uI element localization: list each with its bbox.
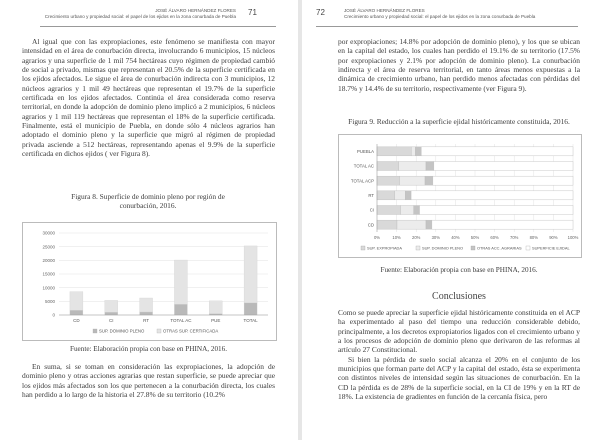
fig9-legend-label: OTRAS ACC. AGRARIAS <box>477 245 522 251</box>
fig9-legend-swatch <box>526 246 530 250</box>
fig9-legend-swatch <box>416 246 420 250</box>
fig9-bar-segment <box>432 220 573 229</box>
right-paragraph-1: por expropiaciones; 14.8% por adopción de dominio pleno), y los que se ubican en la capital del estado, los cuales han perdido el 19.1% de su territorio (17.5% por expropiaciones y 2.1% por adopción de dominio pleno). La conurbación indirecta y el área de reserva territorial, en tanto áreas menos expuestas a la dinámica de crecimiento urbano, han perdido menos afectadas con pérdidas del 18.7% y 14.4% de su territorio, respectivamente (ver Figura 9). <box>338 37 580 93</box>
fig9-bar-segment <box>433 176 573 185</box>
fig9-x-tick-label: 60% <box>490 235 499 240</box>
figure-8-source: Fuente: Elaboración propia con base en PHINA, 2016. <box>69 345 228 353</box>
fig9-bar-segment <box>377 206 401 215</box>
fig9-bar-segment <box>425 176 433 185</box>
figure-9-source: Fuente: Elaboración propia con base en PHINA, 2016. <box>380 266 538 274</box>
figure-8-svg <box>23 223 276 340</box>
fig8-legend-label: SUP. DOMINIO PLENO <box>99 328 145 334</box>
fig9-bar-segment <box>426 162 434 171</box>
figure-8-caption: Figura 8. Superficie de dominio pleno por región de conurbación, 2016. <box>71 192 225 211</box>
fig8-bar <box>244 246 257 303</box>
fig8-legend-label: OTRAS SUP. CERTIFICADA <box>163 328 219 334</box>
fig9-x-tick-label: 20% <box>412 235 421 240</box>
left-running-header <box>45 8 236 20</box>
fig9-bar-segment <box>411 147 415 156</box>
right-header-author: JOSÉ ÁLVARO HERNÁNDEZ FLORES <box>344 8 425 13</box>
fig9-bar-segment <box>377 220 397 229</box>
right-body-bottom <box>338 308 580 401</box>
fig9-y-tick-label: CD <box>367 222 374 228</box>
fig8-legend-swatch <box>157 329 161 333</box>
fig9-y-tick-label: RT <box>368 192 374 198</box>
fig9-x-tick-label: 100% <box>567 235 579 240</box>
left-paragraph-2: En suma, si se toman en consideración las expropiaciones, la adopción de dominio pleno y otras acciones agrarias que restan superficie, se puede apreciar que los ejidos más afectados son los que pertenecen a la conurbación directa, los cuales han perdido a lo largo de la historia el 27.8% de su territorio (10.2% <box>22 362 275 400</box>
left-body-top <box>22 37 275 158</box>
fig9-bar-segment <box>395 191 406 200</box>
fig9-bar-segment <box>414 206 420 215</box>
fig9-bar-segment <box>401 206 414 215</box>
fig9-legend-label: SUPERFICIE EJIDAL <box>532 245 570 251</box>
fig9-x-tick-label: 0% <box>373 235 381 240</box>
fig8-y-tick-label: 5000 <box>44 298 55 304</box>
fig8-y-tick-label: 30000 <box>42 230 55 236</box>
fig8-bar <box>105 312 118 315</box>
fig8-x-tick-label: CD <box>73 318 80 323</box>
fig9-x-tick-label: 90% <box>549 235 558 240</box>
fig9-bar-segment <box>420 206 573 215</box>
fig8-bar <box>70 310 83 315</box>
fig8-bar <box>174 304 187 315</box>
fig9-bar-segment <box>377 176 400 185</box>
fig9-bar-segment <box>377 191 395 200</box>
figure-9-svg <box>339 135 581 257</box>
fig9-bar-segment <box>399 162 426 171</box>
right-page <box>302 0 600 440</box>
fig8-y-tick-label: 0 <box>52 312 55 318</box>
left-page-number: 71 <box>248 8 257 17</box>
figure-8-chart <box>22 222 277 341</box>
fig9-x-tick-label: 10% <box>392 235 401 240</box>
figure-9-caption: Figura 9. Reducción a la superficie ejidal históricamente constituida, 2016. <box>348 117 570 126</box>
fig8-x-tick-label: TOTAL AC <box>170 318 192 323</box>
fig8-x-tick-label: TOTAL <box>243 318 258 323</box>
fig9-legend-label: SUP. DOMINIO PLENO <box>422 245 464 251</box>
fig9-y-tick-label: CI <box>369 207 374 213</box>
fig8-bar <box>105 300 118 312</box>
right-page-number: 72 <box>316 8 325 17</box>
right-body-top <box>338 37 580 93</box>
fig8-y-tick-label: 20000 <box>42 257 55 263</box>
right-header-rule <box>316 26 578 27</box>
left-paragraph-1: Al igual que con las expropiaciones, este fenómeno se manifiesta con mayor intensidad en el área de conurbación directa, involucrando 6 municipios, 15 núcleos agrarios y una superficie de 1 mil 754 hectáreas cuyo régimen de propiedad cambió de social a privado, mismas que representan el 20.5% de la superficie certificada en los ejidos afectados. Le sigue el área de conurbación indirecta con 3 municipios, 12 núcleos agrarios y 1 mil 49 hectáreas que representan el 19.7% de la superficie certificada en los ejidos afectados. Continúa el área considerada como reserva territorial, en donde la adopción de dominio pleno implicó a 2 municipios, 6 núcleos agrarios y 1 mil 119 hectáreas que representan el 18% de la superficie certificada. Finalmente, está el municipio de Puebla, en donde sólo 4 núcleos agrarios han adoptado el dominio pleno y la superficie que migró al régimen de propiedad privada asciende a 512 hectáreas, representando apenas el 9.9% de la superficie certificada en dichos ejidos ( ver Figura 8). <box>22 37 275 159</box>
figure-9-chart <box>338 134 582 258</box>
left-body-bottom <box>22 362 275 399</box>
right-paragraph-3: Si bien la pérdida de suelo social alcanza el 20% en el conjunto de los municipios que forman parte del ACP y la capital del estado, ésta se experimenta con distintos niveles de intensidad según las situaciones de conurbación. En la CD la pérdida es de 28% de la superficie social, en la CI de 19% y en la RT de 18%. La existencia de gradientes en función de la cercanía física, pero <box>338 354 580 402</box>
right-running-header <box>344 8 535 20</box>
fig9-bar-segment <box>411 191 573 200</box>
fig9-x-tick-label: 70% <box>510 235 519 240</box>
fig9-bar-segment <box>426 220 432 229</box>
fig8-bar <box>244 303 257 315</box>
fig8-bar <box>140 298 153 312</box>
left-header-title: Crecimiento urbano y propiedad social: el papel de los ejidos en la zona conurbada de Puebla <box>44 14 236 19</box>
fig8-y-tick-label: 25000 <box>42 244 55 250</box>
fig9-bar-segment <box>405 191 411 200</box>
fig9-bar-segment <box>397 220 426 229</box>
fig8-x-tick-label: RT <box>143 318 150 323</box>
left-header-author: JOSÉ ÁLVARO HERNÁNDEZ FLORES <box>155 8 236 13</box>
fig9-bar-segment <box>377 147 411 156</box>
fig9-bar-segment <box>434 162 573 171</box>
right-header-title: Crecimiento urbano y propiedad social: el papel de los ejidos en la zona conurbada de Puebla <box>344 14 536 19</box>
fig9-bar-segment <box>377 162 399 171</box>
fig8-x-tick-label: PUE <box>211 318 221 323</box>
fig8-x-tick-label: CI <box>109 318 114 323</box>
fig9-x-tick-label: 80% <box>529 235 538 240</box>
fig9-legend-swatch <box>361 246 365 250</box>
fig8-bar <box>70 292 83 311</box>
fig9-legend-label: SUP. EXPROPIADA <box>367 245 402 251</box>
fig9-x-tick-label: 50% <box>470 235 480 240</box>
fig9-x-tick-label: 40% <box>451 235 460 240</box>
fig9-y-tick-label: PUEBLA <box>357 148 374 154</box>
fig8-y-tick-label: 15000 <box>42 271 55 277</box>
fig8-bar <box>209 301 222 314</box>
right-paragraph-2: Como se puede apreciar la superficie ejidal históricamente constituida en el ACP ha experimentado al paso del tiempo una reducción considerable debido, principalmente, a los decretos expropiatorios ligados con el crecimiento urbano y a los procesos de adopción de dominio pleno que derivaron de las reformas al artículo 27 Constitucional. <box>338 308 580 355</box>
fig8-legend-swatch <box>93 329 97 333</box>
fig9-bar-segment <box>421 147 573 156</box>
fig9-legend-swatch <box>471 246 475 250</box>
left-page <box>0 0 298 440</box>
fig9-bar-segment <box>415 147 421 156</box>
fig9-bar-segment <box>400 176 425 185</box>
fig8-bar <box>174 260 187 304</box>
fig8-bar <box>140 312 153 315</box>
fig9-y-tick-label: TOTAL AC <box>353 163 374 169</box>
fig9-y-tick-label: TOTAL ACP <box>350 178 374 184</box>
fig9-x-tick-label: 30% <box>431 235 440 240</box>
fig8-y-tick-label: 10000 <box>42 285 55 291</box>
section-title: Conclusiones <box>432 291 486 302</box>
left-header-rule <box>40 26 276 27</box>
